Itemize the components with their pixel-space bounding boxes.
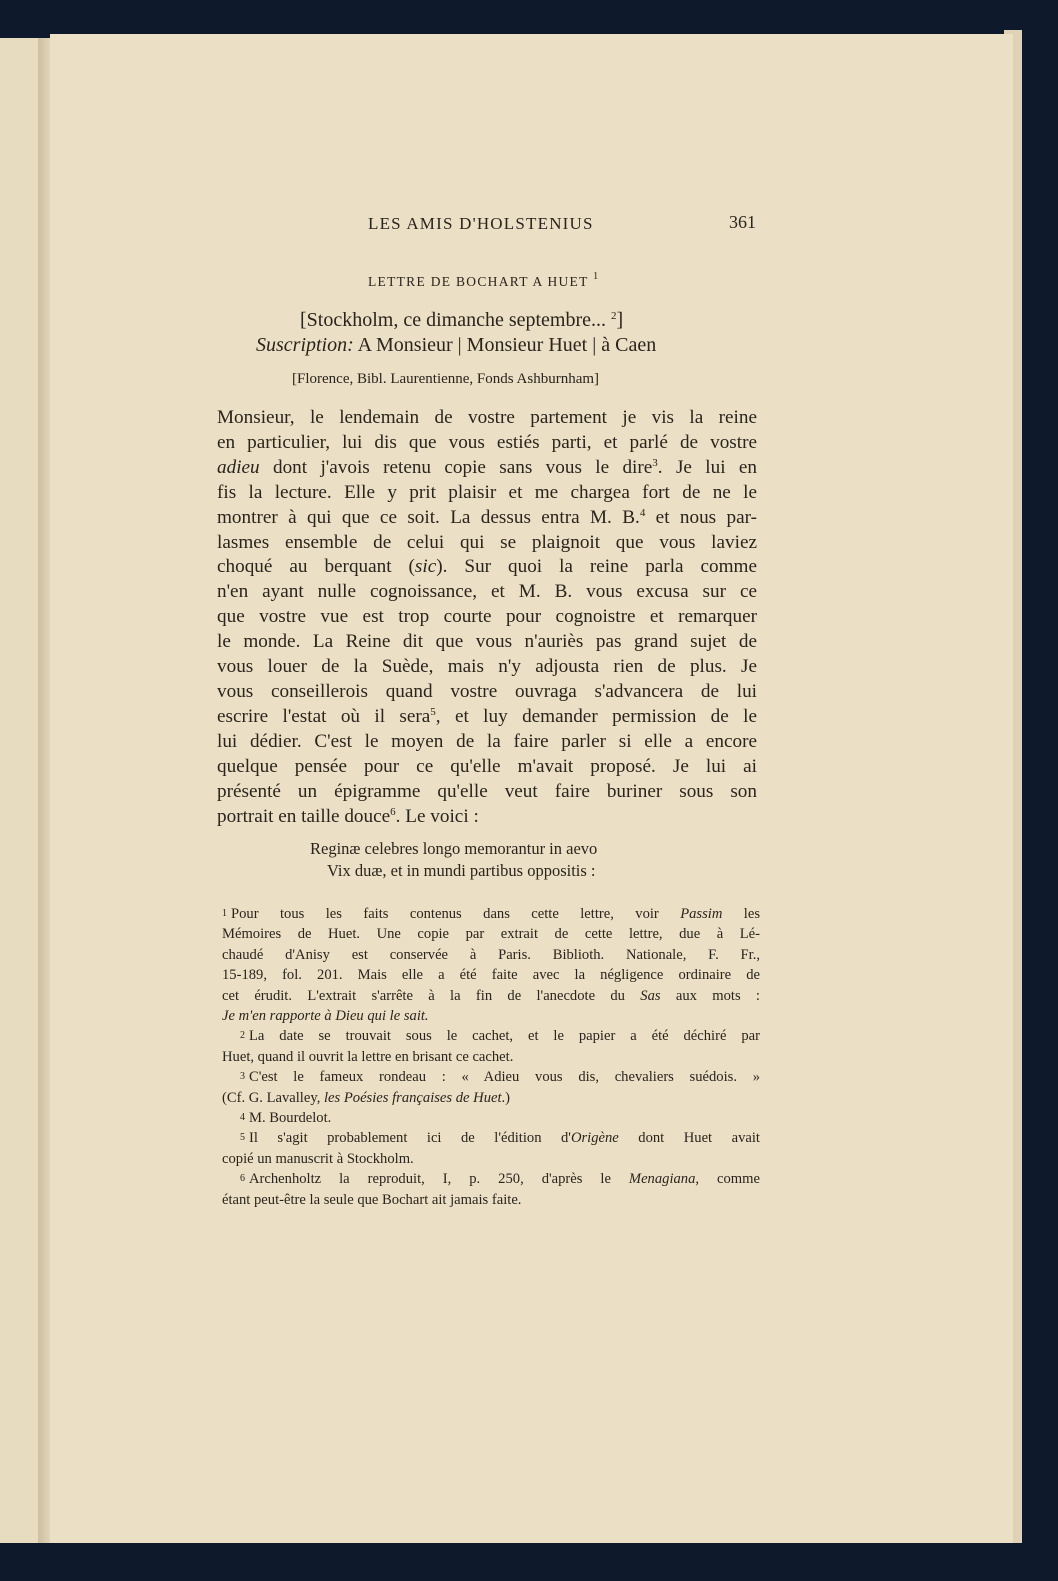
- body-line: présenté un épigramme qu'elle veut faire buriner sous son: [217, 780, 757, 802]
- latin-verse: [310, 838, 597, 882]
- footnote-line: étant peut-être la seule que Bochart ait jamais faite.: [222, 1191, 522, 1208]
- footnote-ref: 2: [611, 310, 617, 322]
- footnote-line: 15-189, fol. 201. Mais elle a été faite avec la négligence ordinaire de: [222, 967, 760, 984]
- suscription-line: Suscription: A Monsieur | Monsieur Huet | à Caen: [256, 334, 657, 356]
- body-line: lui dédier. C'est le moyen de la faire parler si elle a encore: [217, 730, 757, 752]
- body-line: portrait en taille douce$^6$. Le voici :: [217, 805, 479, 827]
- body-line: montrer à qui que ce soit. La dessus entra M. B.$^4$ et nous par-: [217, 506, 758, 528]
- body-line: que vostre vue est trop courte pour cognoistre et remarquer: [217, 606, 757, 628]
- body-line: le monde. La Reine dit que vous n'auriès pas grand sujet de: [217, 631, 757, 653]
- body-line: lasmes ensemble de celui qui se plaignoit que vous laviez: [217, 531, 757, 553]
- footnote-line: copié un manuscrit à Stockholm.: [222, 1150, 414, 1167]
- body-line: n'en ayant nulle cognoissance, et M. B. vous excusa sur ce: [217, 581, 757, 603]
- footnotes: [222, 904, 760, 1210]
- page-number: 361: [729, 212, 756, 232]
- body-line: choqué au berquant (sic). Sur quoi la reine parla comme: [217, 556, 757, 578]
- running-title: LES AMIS D'HOLSTENIUS: [368, 214, 594, 233]
- footnote-line: cet érudit. L'extrait s'arrête à la fin de l'anecdote du Sas aux mots :: [222, 987, 760, 1004]
- verse-line: Vix duæ, et in mundi partibus oppositis :: [327, 861, 596, 880]
- body-line: adieu dont j'avois retenu copie sans vous le dire$^3$. Je lui en: [217, 456, 757, 478]
- body-line: escrire l'estat où il sera$^5$, et luy demander permission de le: [217, 705, 757, 727]
- footnote-6: 6 Archenholtz la reproduit, I, p. 250, d'après le Menagiana, comme: [240, 1171, 760, 1188]
- footnote-line: Je m'en rapporte à Dieu qui le sait.: [222, 1008, 429, 1025]
- footnote-1: 1 Pour tous les faits contenus dans cette lettre, voir Passim les: [222, 906, 760, 922]
- footnote-3: 3 C'est le fameux rondeau : « Adieu vous dis, chevaliers suédois. »: [240, 1069, 760, 1086]
- body-line: Monsieur, le lendemain de vostre partement je vis la reine: [217, 407, 757, 428]
- body-line: vous louer de la Suède, mais n'y adjousta rien de plus. Je: [217, 656, 757, 678]
- footnote-line: Huet, quand il ouvrit la lettre en brisant ce cachet.: [222, 1048, 514, 1065]
- left-page-edge: [0, 38, 40, 1543]
- verse-line: Reginæ celebres longo memorantur in aevo: [310, 839, 598, 858]
- body-line: fis la lecture. Elle y prit plaisir et me chargea fort de ne le: [217, 481, 757, 503]
- source-line: [Florence, Bibl. Laurentienne, Fonds Ashburnham]: [292, 371, 600, 387]
- footnote-ref: 1: [593, 271, 599, 282]
- body-line: en particulier, lui dis que vous estiés parti, et parlé de vostre: [217, 431, 757, 453]
- footnote-2: 2 La date se trouvait sous le cachet, et le papier a été déchiré par: [240, 1028, 760, 1045]
- body-line: vous conseillerois quand vostre ouvraga s'advancera de lui: [217, 680, 757, 702]
- place-date-line: [Stockholm, ce dimanche septembre... $^2$]: [300, 309, 624, 331]
- footnote-line: Mémoires de Huet. Une copie par extrait de cette lettre, due à Lé-: [222, 926, 760, 943]
- letter-title: LETTRE DE BOCHART A HUET $^1$: [368, 271, 599, 289]
- footnote-5: 5 Il s'agit probablement ici de l'édition d'Origène dont Huet avait: [240, 1130, 760, 1147]
- body-line: quelque pensée pour ce qu'elle m'avait proposé. Je lui ai: [217, 755, 757, 777]
- footnote-line: (Cf. G. Lavalley, les Poésies françaises de Huet.): [222, 1089, 511, 1106]
- footnote-4: 4 M. Bourdelot.: [240, 1110, 332, 1127]
- footnote-line: chaudé d'Anisy est conservée à Paris. Biblioth. Nationale, F. Fr.,: [222, 946, 760, 963]
- letter-body: [217, 406, 757, 829]
